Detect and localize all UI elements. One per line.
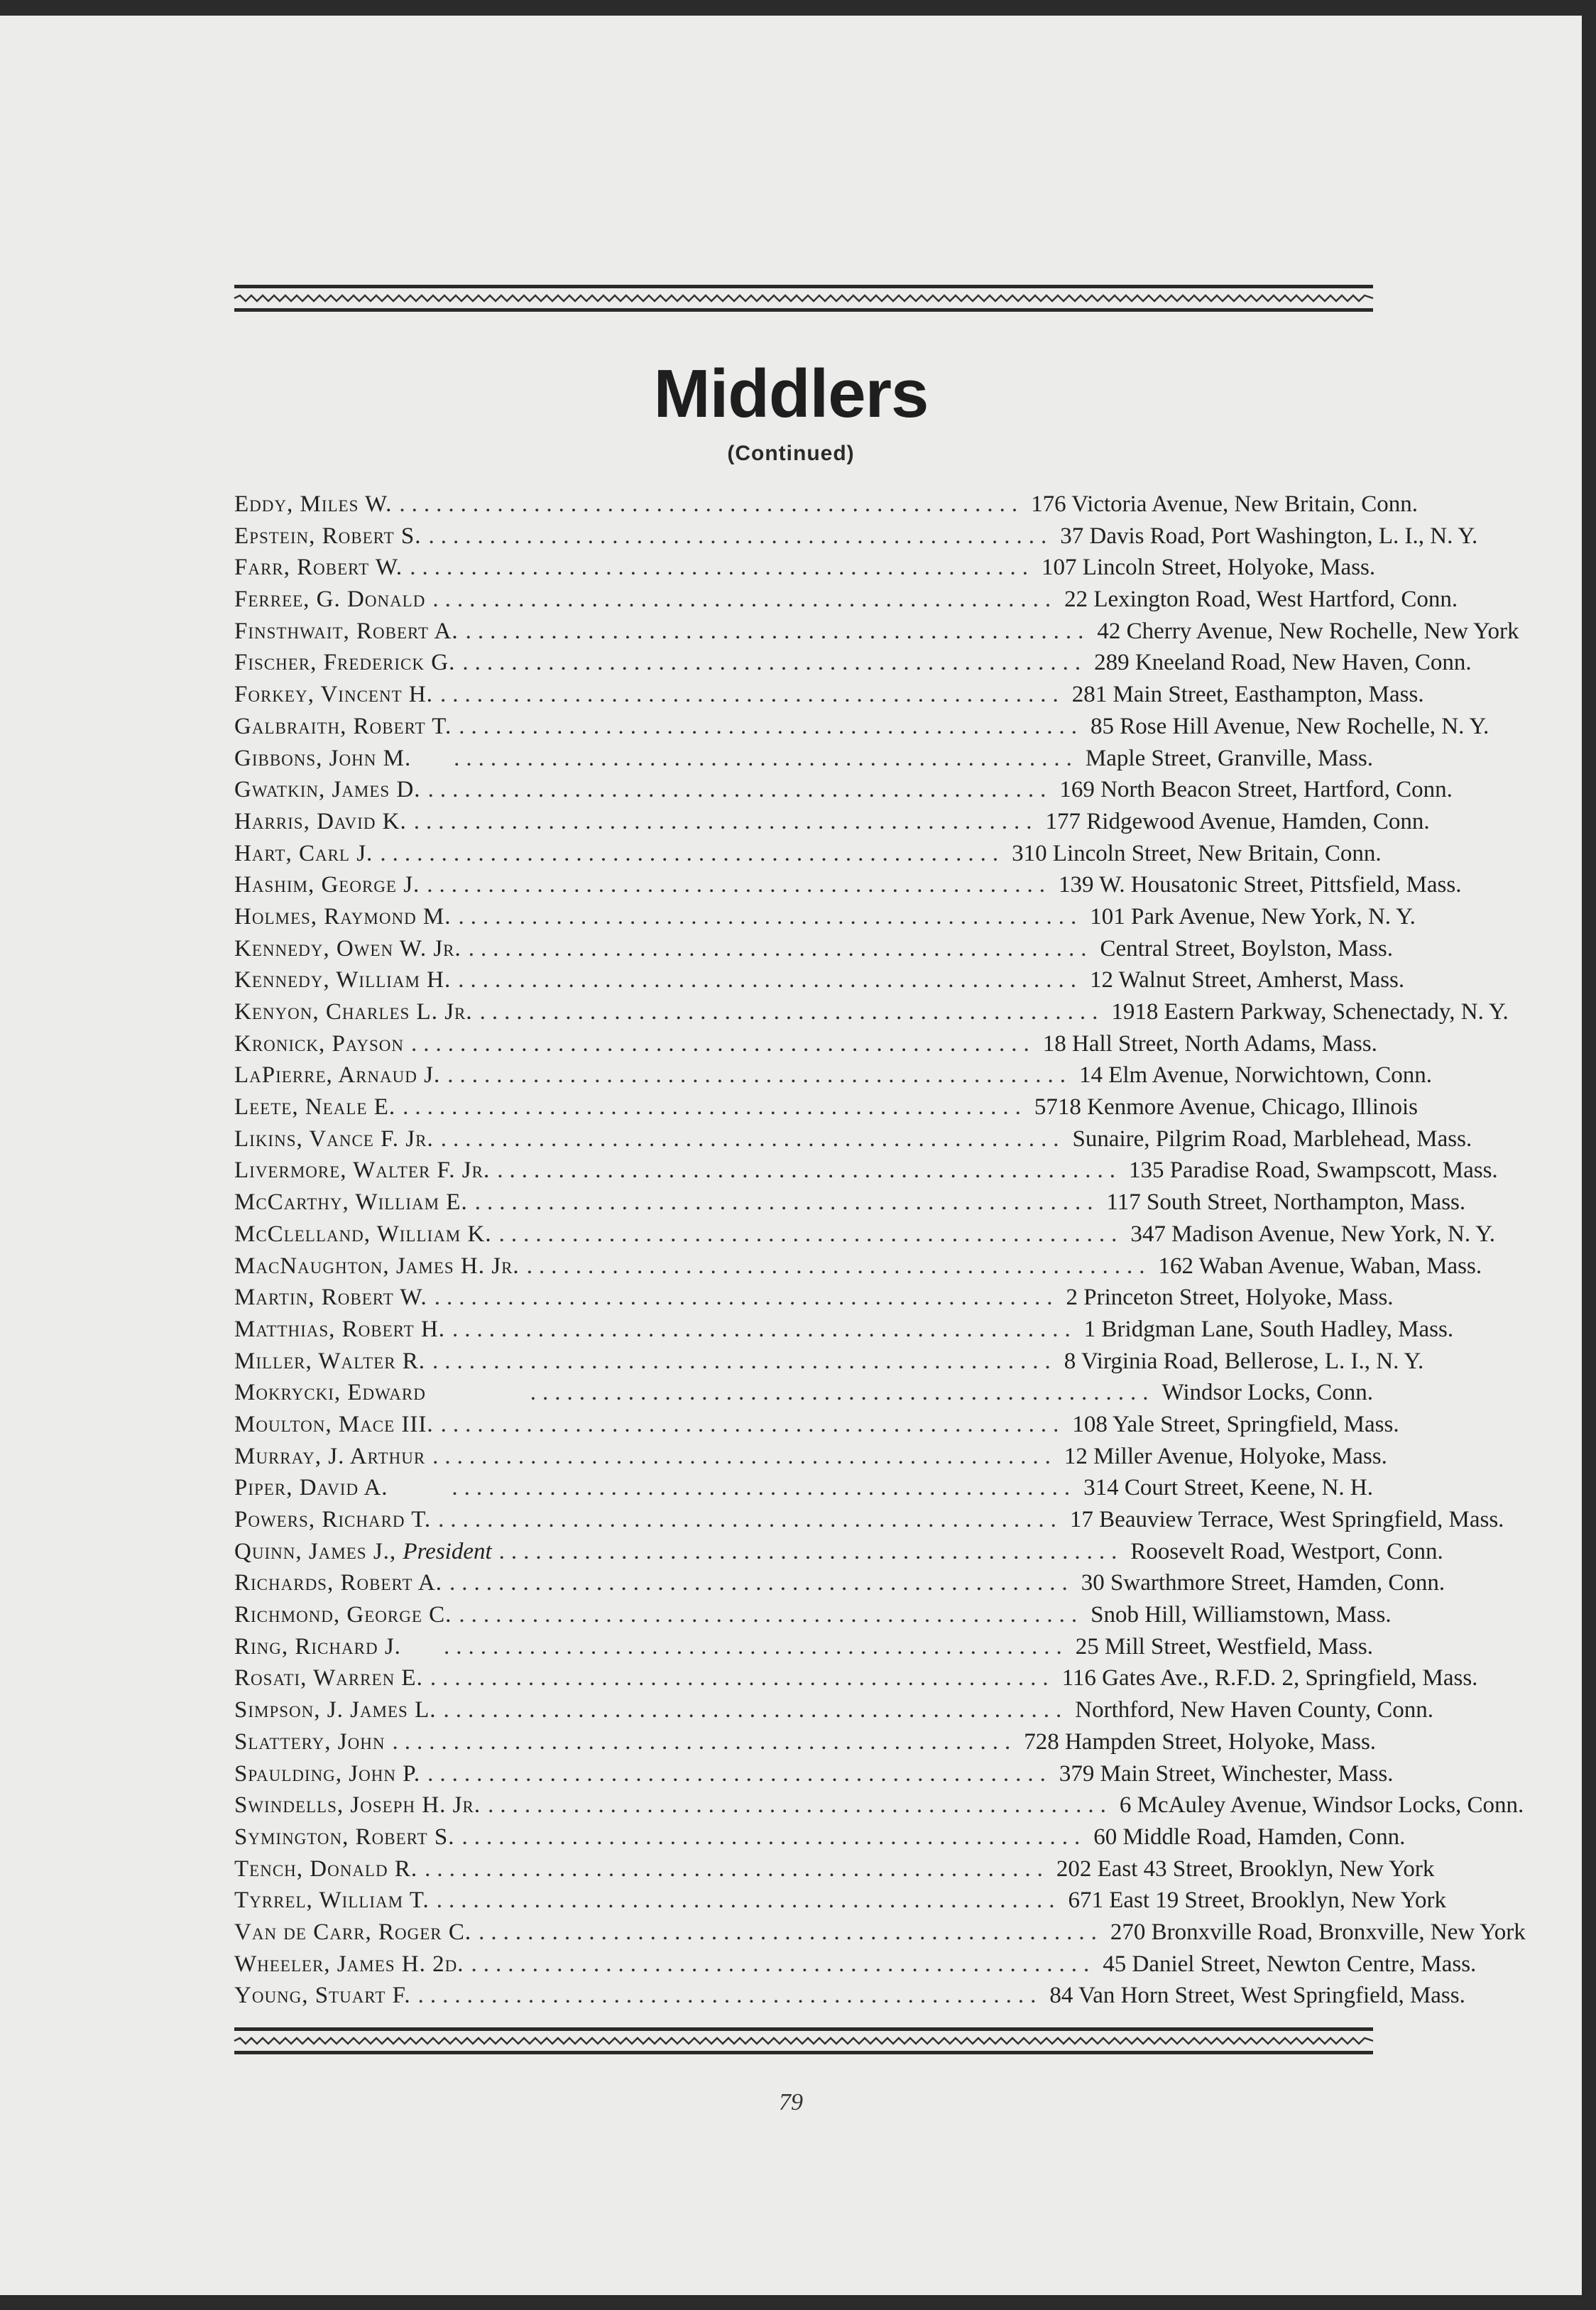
student-name: Quinn, James J., [234, 1538, 397, 1564]
list-item [234, 1443, 1387, 1476]
leader-dots: ................................................... [436, 1887, 1061, 1914]
student-address: 30 Swarthmore Street, Hamden, Conn. [1081, 1570, 1445, 1596]
list-item [234, 1634, 1373, 1666]
student-address: 22 Lexington Road, West Hartford, Conn. [1064, 587, 1458, 613]
student-address: Central Street, Boylston, Mass. [1100, 935, 1393, 961]
leader-dots: ................................................... [403, 1094, 1027, 1121]
student-name: Spaulding, John P. [234, 1760, 421, 1787]
student-name: Simpson, J. James L. [234, 1697, 437, 1723]
student-address: 117 South Street, Northampton, Mass. [1106, 1189, 1466, 1216]
leader-dots: ................................................... [452, 1475, 1077, 1501]
student-address: 162 Waban Avenue, Waban, Mass. [1158, 1253, 1482, 1279]
list-item [234, 1062, 1433, 1094]
list-item [234, 872, 1462, 904]
student-address: 8 Virginia Road, Bellerose, L. I., N. Y. [1064, 1348, 1424, 1374]
student-address: Northford, New Haven County, Conn. [1075, 1697, 1433, 1723]
list-item [234, 1411, 1399, 1444]
list-item [234, 1348, 1424, 1380]
leader-dots: ................................................... [449, 1570, 1074, 1596]
leader-dots: ................................................... [438, 1507, 1063, 1532]
student-address: 17 Beauview Terrace, West Springfield, Mass. [1069, 1507, 1504, 1532]
student-address: 14 Elm Avenue, Norwichtown, Conn. [1078, 1062, 1433, 1089]
student-name: Miller, Walter R. [234, 1348, 426, 1374]
student-address: 177 Ridgewood Avenue, Hamden, Conn. [1045, 808, 1430, 834]
list-item [234, 1983, 1465, 2015]
student-name: Rosati, Warren E. [234, 1665, 423, 1691]
student-address: 202 East 43 Street, Brooklyn, New York [1056, 1856, 1435, 1882]
student-name: Leete, Neale E. [234, 1094, 396, 1121]
list-item [234, 1697, 1433, 1729]
student-address: Sunaire, Pilgrim Road, Marblehead, Mass. [1072, 1126, 1472, 1152]
leader-dots: ................................................... [458, 967, 1083, 993]
list-item [234, 1602, 1392, 1634]
leader-dots: ................................................... [488, 1792, 1113, 1819]
list-item [234, 1126, 1472, 1158]
leader-dots: ................................................... [458, 903, 1083, 930]
leader-dots: ................................................... [530, 1380, 1155, 1406]
leader-dots: ................................................... [417, 1983, 1043, 2009]
list-item [234, 746, 1373, 778]
list-item [234, 967, 1405, 999]
list-item [234, 1760, 1394, 1793]
leader-dots: ................................................... [443, 1633, 1068, 1660]
student-name: Murray, J. Arthur [234, 1443, 426, 1469]
leader-dots: ................................................... [410, 555, 1034, 581]
student-name: MacNaughton, James H. Jr. [234, 1253, 520, 1279]
list-item [234, 1728, 1377, 1761]
student-name: Harris, David K. [234, 808, 407, 834]
student-address: 139 W. Housatonic Street, Pittsfield, Mass. [1059, 872, 1462, 898]
student-name: Kennedy, Owen W. Jr. [234, 935, 461, 961]
list-item [234, 587, 1458, 619]
list-item [234, 1030, 1377, 1063]
list-item [234, 1475, 1373, 1507]
leader-dots: ................................................... [498, 1538, 1124, 1564]
student-name: Finsthwait, Robert A. [234, 618, 459, 644]
student-address: 42 Cherry Avenue, New Rochelle, New York [1097, 618, 1519, 644]
student-name: Kenyon, Charles L. Jr. [234, 999, 473, 1025]
list-item [234, 935, 1393, 968]
leader-dots: ................................................... [498, 1221, 1124, 1247]
student-address: 347 Madison Avenue, New York, N. Y. [1130, 1221, 1495, 1247]
leader-dots: ................................................... [526, 1253, 1152, 1279]
student-address: Snob Hill, Williamstown, Mass. [1091, 1602, 1392, 1628]
leader-dots: ................................................... [454, 745, 1078, 771]
student-name: Symington, Robert S. [234, 1824, 455, 1850]
student-address: Maple Street, Granville, Mass. [1085, 745, 1373, 771]
student-name: Swindells, Joseph H. Jr. [234, 1792, 481, 1819]
leader-dots: ................................................... [468, 935, 1093, 961]
bottom-ornamental-rule [234, 2025, 1373, 2056]
student-address: 5718 Kenmore Avenue, Chicago, Illinois [1034, 1094, 1418, 1121]
list-item [234, 1792, 1524, 1824]
student-address: 85 Rose Hill Avenue, New Rochelle, N. Y. [1090, 713, 1490, 739]
leader-dots: ................................................... [380, 840, 1005, 866]
leader-dots: ................................................... [461, 1824, 1087, 1850]
leader-dots: ................................................... [425, 1856, 1049, 1882]
student-name: Eddy, Miles W. [234, 491, 393, 517]
leader-dots: ................................................... [427, 777, 1053, 803]
student-address: 37 Davis Road, Port Washington, L. I., N. Y. [1060, 523, 1478, 549]
student-address: 310 Lincoln Street, New Britain, Conn. [1012, 840, 1382, 866]
page-subtitle: (Continued) [727, 442, 855, 465]
student-address: 84 Van Horn Street, West Springfield, Mass. [1049, 1983, 1465, 2009]
student-name: Van de Carr, Roger C. [234, 1919, 472, 1945]
student-address: 12 Walnut Street, Amherst, Mass. [1089, 967, 1405, 993]
student-address: 116 Gates Ave., R.F.D. 2, Springfield, Mass. [1061, 1665, 1478, 1691]
leader-dots: ................................................... [440, 1126, 1066, 1152]
student-address: 270 Bronxville Road, Bronxville, New York [1110, 1919, 1526, 1945]
student-address: Windsor Locks, Conn. [1162, 1380, 1373, 1406]
student-address: 728 Hampden Street, Holyoke, Mass. [1024, 1728, 1377, 1755]
list-item [234, 1507, 1504, 1539]
student-address: 671 East 19 Street, Brooklyn, New York [1068, 1887, 1447, 1914]
leader-dots: ................................................... [432, 1348, 1057, 1374]
student-address: 45 Daniel Street, Newton Centre, Mass. [1103, 1951, 1477, 1977]
leader-dots: ................................................... [432, 1443, 1057, 1469]
list-item [234, 1316, 1454, 1349]
leader-dots: ................................................... [459, 713, 1083, 739]
student-name: Kennedy, William H. [234, 967, 452, 993]
list-item [234, 1221, 1495, 1253]
leader-dots: ................................................... [399, 491, 1024, 517]
leader-dots: ................................................... [497, 1157, 1122, 1184]
list-item [234, 491, 1419, 523]
student-name: Gwatkin, James D. [234, 777, 421, 803]
document-page [0, 16, 1582, 2295]
student-address: 101 Park Avenue, New York, N. Y. [1090, 903, 1416, 930]
student-name: Forkey, Vincent H. [234, 682, 433, 708]
student-address: 289 Kneeland Road, New Haven, Conn. [1094, 650, 1472, 676]
leader-dots: ................................................... [474, 1189, 1100, 1216]
student-address: 12 Miller Avenue, Holyoke, Mass. [1064, 1443, 1387, 1469]
list-item [234, 1887, 1447, 1919]
top-ornamental-rule [234, 283, 1373, 314]
student-name: Hart, Carl J. [234, 840, 373, 866]
leader-dots: ................................................... [427, 1760, 1052, 1787]
list-item [234, 999, 1509, 1031]
list-item [234, 1189, 1466, 1221]
student-address: 60 Middle Road, Hamden, Conn. [1093, 1824, 1406, 1850]
student-name-with-role [234, 1539, 492, 1565]
student-name: Ferree, G. Donald [234, 587, 426, 613]
class-office-role: President [403, 1538, 492, 1564]
student-name: Richards, Robert A. [234, 1570, 443, 1596]
list-item [234, 1824, 1406, 1856]
student-address: 1 Bridgman Lane, South Hadley, Mass. [1083, 1316, 1454, 1342]
student-name: Matthias, Robert H. [234, 1316, 446, 1342]
list-item [234, 1538, 1443, 1571]
leader-dots: ................................................... [440, 1411, 1066, 1437]
student-address: 169 North Beacon Street, Hartford, Conn. [1059, 777, 1453, 803]
list-item [234, 1285, 1394, 1317]
leader-dots: ................................................... [447, 1062, 1072, 1089]
leader-dots: ................................................... [413, 808, 1039, 834]
student-name: McCarthy, William E. [234, 1189, 468, 1216]
page-number: 79 [779, 2089, 803, 2115]
student-name: Gibbons, John M. [234, 745, 412, 771]
student-address: 135 Paradise Road, Swampscott, Mass. [1128, 1157, 1498, 1184]
leader-dots: ................................................... [479, 1919, 1103, 1945]
student-name: Richmond, George C. [234, 1602, 452, 1628]
student-address: 2 Princeton Street, Holyoke, Mass. [1066, 1285, 1394, 1311]
student-name: Farr, Robert W. [234, 555, 403, 581]
list-item [234, 1570, 1445, 1602]
list-item [234, 1253, 1482, 1285]
student-name: Ring, Richard J. [234, 1633, 401, 1660]
list-item [234, 555, 1376, 587]
roster-list [234, 491, 1526, 2015]
student-address: 18 Hall Street, North Adams, Mass. [1042, 1030, 1377, 1057]
student-name: Moulton, Mace III. [234, 1411, 434, 1437]
list-item [234, 1856, 1435, 1888]
student-address: 314 Court Street, Keene, N. H. [1083, 1475, 1373, 1501]
list-item [234, 682, 1424, 714]
leader-dots: ................................................... [465, 618, 1091, 644]
student-name: McClelland, William K. [234, 1221, 492, 1247]
student-name: LaPierre, Arnaud J. [234, 1062, 441, 1089]
leader-dots: ................................................... [439, 682, 1065, 708]
list-item [234, 1665, 1478, 1697]
leader-dots: ................................................... [430, 1665, 1055, 1691]
student-name: Wheeler, James H. 2d. [234, 1951, 464, 1977]
list-item [234, 1919, 1526, 1951]
student-address: 108 Yale Street, Springfield, Mass. [1072, 1411, 1399, 1437]
list-item [234, 808, 1430, 841]
leader-dots: ................................................... [443, 1697, 1068, 1723]
student-name: Powers, Richard T. [234, 1507, 432, 1532]
student-address: 6 McAuley Avenue, Windsor Locks, Conn. [1119, 1792, 1524, 1819]
page-title: Middlers [653, 356, 929, 432]
student-name: Hashim, George J. [234, 872, 420, 898]
student-address: 25 Mill Street, Westfield, Mass. [1075, 1633, 1373, 1660]
student-name: Tench, Donald R. [234, 1856, 418, 1882]
student-address: 379 Main Street, Winchester, Mass. [1059, 1760, 1394, 1787]
leader-dots: ................................................... [434, 1285, 1059, 1311]
list-item [234, 1157, 1498, 1189]
student-name: Livermore, Walter F. Jr. [234, 1157, 491, 1184]
student-address: 1918 Eastern Parkway, Schenectady, N. Y. [1111, 999, 1509, 1025]
student-address: 281 Main Street, Easthampton, Mass. [1071, 682, 1424, 708]
student-name: Kronick, Payson [234, 1030, 404, 1057]
list-item [234, 650, 1472, 682]
list-item [234, 713, 1490, 746]
list-item [234, 1380, 1373, 1412]
leader-dots: ................................................... [410, 1030, 1036, 1057]
student-name: Tyrrel, William T. [234, 1887, 430, 1914]
list-item [234, 618, 1519, 650]
student-name: Mokrycki, Edward [234, 1380, 426, 1406]
list-item [234, 777, 1453, 809]
student-name: Young, Stuart F. [234, 1983, 411, 2009]
student-address: 107 Lincoln Street, Holyoke, Mass. [1041, 555, 1376, 581]
leader-dots: ................................................... [432, 587, 1058, 613]
leader-dots: ................................................... [479, 999, 1105, 1025]
student-name: Piper, David A. [234, 1475, 388, 1501]
leader-dots: ................................................... [471, 1951, 1096, 1977]
leader-dots: ................................................... [427, 872, 1052, 898]
student-name: Epstein, Robert S. [234, 523, 422, 549]
leader-dots: ................................................... [452, 1316, 1077, 1342]
student-address: Roosevelt Road, Westport, Conn. [1130, 1538, 1443, 1564]
student-name: Likins, Vance F. Jr. [234, 1126, 434, 1152]
list-item [234, 523, 1478, 555]
list-item [234, 903, 1416, 936]
leader-dots: ................................................... [428, 523, 1054, 549]
leader-dots: ................................................... [392, 1728, 1017, 1755]
student-name: Martin, Robert W. [234, 1285, 427, 1311]
leader-dots: ................................................... [462, 650, 1088, 676]
list-item [234, 1951, 1477, 1983]
list-item [234, 1094, 1418, 1126]
student-address: 176 Victoria Avenue, New Britain, Conn. [1031, 491, 1419, 517]
student-name: Holmes, Raymond M. [234, 903, 452, 930]
list-item [234, 840, 1382, 873]
leader-dots: ................................................... [459, 1602, 1084, 1628]
student-name: Slattery, John [234, 1728, 386, 1755]
student-name: Galbraith, Robert T. [234, 713, 452, 739]
student-name: Fischer, Frederick G. [234, 650, 456, 676]
